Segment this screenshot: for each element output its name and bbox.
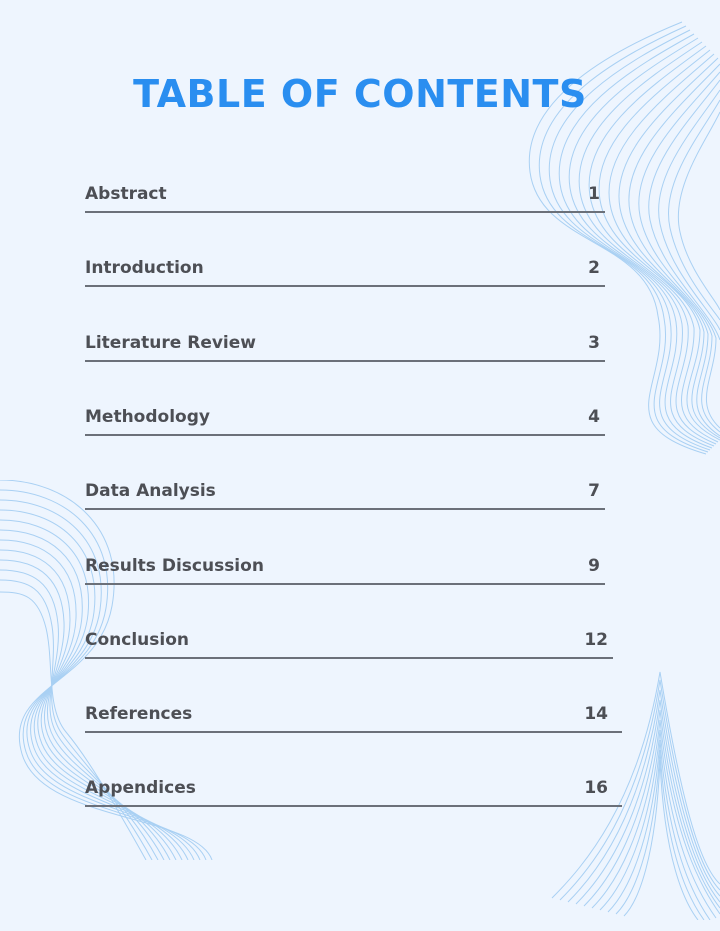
toc-entry[interactable]	[85, 551, 605, 585]
toc-entry-label: Results Discussion	[85, 556, 264, 576]
toc-entry-page-number: 3	[588, 333, 600, 353]
toc-entry[interactable]	[85, 253, 605, 287]
toc-entry[interactable]	[85, 328, 605, 362]
toc-entry-page-number: 1	[588, 184, 600, 204]
toc-entry[interactable]	[85, 625, 613, 659]
toc-entry-page-number: 16	[584, 778, 608, 798]
toc-entry-label: Literature Review	[85, 333, 256, 353]
toc-entry[interactable]	[85, 699, 622, 733]
toc-entry[interactable]	[85, 773, 622, 807]
toc-entry-label: Introduction	[85, 258, 204, 278]
toc-entry-page-number: 2	[588, 258, 600, 278]
toc-entry-page-number: 14	[584, 704, 608, 724]
toc-entry[interactable]	[85, 179, 605, 213]
toc-entry-label: Data Analysis	[85, 481, 216, 501]
toc-entry[interactable]	[85, 476, 605, 510]
toc-entry[interactable]	[85, 402, 605, 436]
page-title: TABLE OF CONTENTS	[133, 72, 587, 116]
toc-entry-label: Appendices	[85, 778, 196, 798]
toc-entry-page-number: 9	[588, 556, 600, 576]
toc-entry-label: Methodology	[85, 407, 210, 427]
toc-entry-page-number: 12	[584, 630, 608, 650]
toc-entry-page-number: 4	[588, 407, 600, 427]
toc-entry-label: References	[85, 704, 193, 724]
toc-entry-label: Conclusion	[85, 630, 189, 650]
toc-entry-page-number: 7	[588, 481, 600, 501]
toc-entry-label: Abstract	[85, 184, 167, 204]
